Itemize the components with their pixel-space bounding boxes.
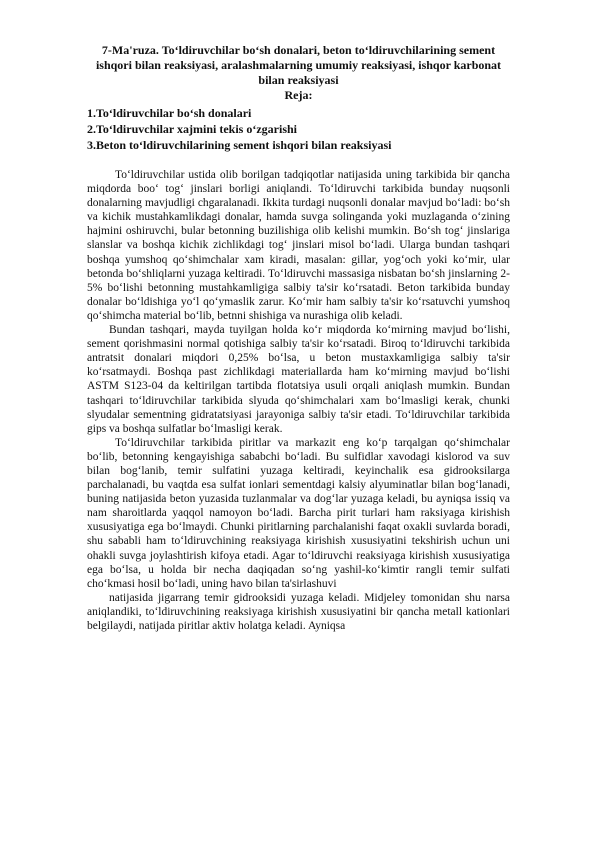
paragraph: natijasida jigarrang temir gidrooksidi yuzaga keladi. Midjeley tomonidan shu narsa aniqlandiki, to‘ldiruvchining reaksiyaga kirishish xususiyatini bir qancha metall kationlari belgilaydi, natijada piritlar aktiv holatga keladi. Ayniqsa bbox=[87, 591, 510, 632]
plan-item: 2.To‘ldiruvchilar xajmini tekis o‘zgarishi bbox=[87, 122, 298, 136]
document-page bbox=[87, 43, 510, 633]
plan-heading: Reja: bbox=[284, 88, 313, 102]
paragraph: To‘ldiruvchilar tarkibida piritlar va markazit eng ko‘p tarqalgan qo‘shimchalar bo‘lib, betonning kengayishiga sababchi bo‘ladi. Bu sulfidlar xavodagi kislorod va suv bilan bog‘lanib, temir sulfatini yuzaga keltiradi, keyinchalik esa gidrooksilarga parchalanadi, bu vaqtda esa sulfat ionlari sementdagi kalsiy alyuminatlar bilan bog‘lanadi, buning natijasida beton yuzasida tuzlanmalar va dog‘lar yuzaga keladi, bu ayniqsa issiq va nam sharoitlarda yaqqol namoyon bo‘ladi. Barcha pirit turlari ham raksiyaga kirishish xususiyatiga ega bo‘lmaydi. Chunki piritlarning parchalanishi faqat oxakli suvlarda boradi, shu sababli ham to‘ldiruvchining reaksiyaga kirishish xususiyatini tekshirish uchun uni ohakli suvga joylashtirish kifoya etadi. Agar to‘ldiruvchi reaksiyaga kirishish xususiyatiga ega bo‘lsa, u holda bir necha daqiqadan so‘ng yashil-ko‘kimtir rangli temir sulfati cho‘kmasi hosil bo‘ladi, uning havo bilan ta'sirlashuvi bbox=[87, 436, 510, 590]
body-text bbox=[87, 168, 510, 633]
paragraph: To‘ldiruvchilar ustida olib borilgan tadqiqotlar natijasida uning tarkibida bir qancha miqdorda boo‘ tog‘ jinslari borligi aniqlandi. To‘ldiruvchi tarkibida bunday nuqsonli donalarning mavjudligi chgaralanadi. Ikkita turdagi nuqsonli donalar mavjud bo‘ladi: bo‘sh va kichik mustahkamlikdagi donalar, hamda suvga solinganda yoki muzlaganda o‘zining hajmini oshiruvchi, bular betonning buzilishiga olib kelishi mumkin. Bo‘sh tog‘ jinslariga slanslar va boshqa kichik zichlikdagi tog‘ jinslari misol bo‘ladi. Ularga bundan tashqari boshqa yumshoq qo‘shimchalar xam kiradi, masalan: gillar, yog‘och yoki ko‘mir, ular betonda bo‘shliqlarni yuzaga keltiradi. To‘ldiruvchi massasiga nisbatan bo‘sh jinslarning 2-5% bo‘lishi betonning mustahkamligiga salbiy ta'sir ko‘rsatadi. Beton tarkibida bunday donalar bo‘ldishiga yo‘l qo‘ymaslik zarur. Ko‘mir ham salbiy ta'sir ko‘rsatuvchi yumshoq qo‘shimcha material bo‘lib, betnni shishiga va nurashiga olib keladi. bbox=[87, 169, 510, 322]
paragraph: Bundan tashqari, mayda tuyilgan holda ko‘r miqdorda ko‘mirning mavjud bo‘lishi, sement qorishmasini normal qotishiga salbiy ta'sir ko‘rsatadi. Biroq to‘ldiruvchi tarkibida antratsit donalari miqdori 0,25% bo‘lsa, u beton mustaxkamligiga salbiy ta'sir ko‘rsatmaydi. Boshqa past zichlikdagi materiallarda ham ko‘mirning mavjud bo‘lishi ASTM S123-04 da keltirilgan tartibda flotatsiya usuli orqali aniqlash mumkin. Bundan tashqari to‘ldiruvchilar tarkibida slyuda qo‘shimchalari xam bo‘lmasligi kerak, chunki slyudalar sementning gidratatsiyasi jarayoniga salbiy ta'sir etadi. To‘ldiruvchilar tarkibida gips va boshqa sulfatlar bo‘lmasligi kerak. bbox=[87, 324, 510, 435]
plan-list bbox=[87, 105, 510, 153]
plan-item: 1.To‘ldiruvchilar bo‘sh donalari bbox=[87, 106, 252, 120]
lecture-title: 7-Ma'ruza. To‘ldiruvchilar bo‘sh donalari, beton to‘ldiruvchilarining sement ishqori bilan reaksiyasi, aralashmalarning umumiy reaksiyasi, ishqor karbonat bilan reaksiyasi bbox=[95, 43, 502, 87]
plan-item: 3.Beton to‘ldiruvchilarining sement ishqori bilan reaksiyasi bbox=[87, 138, 392, 152]
